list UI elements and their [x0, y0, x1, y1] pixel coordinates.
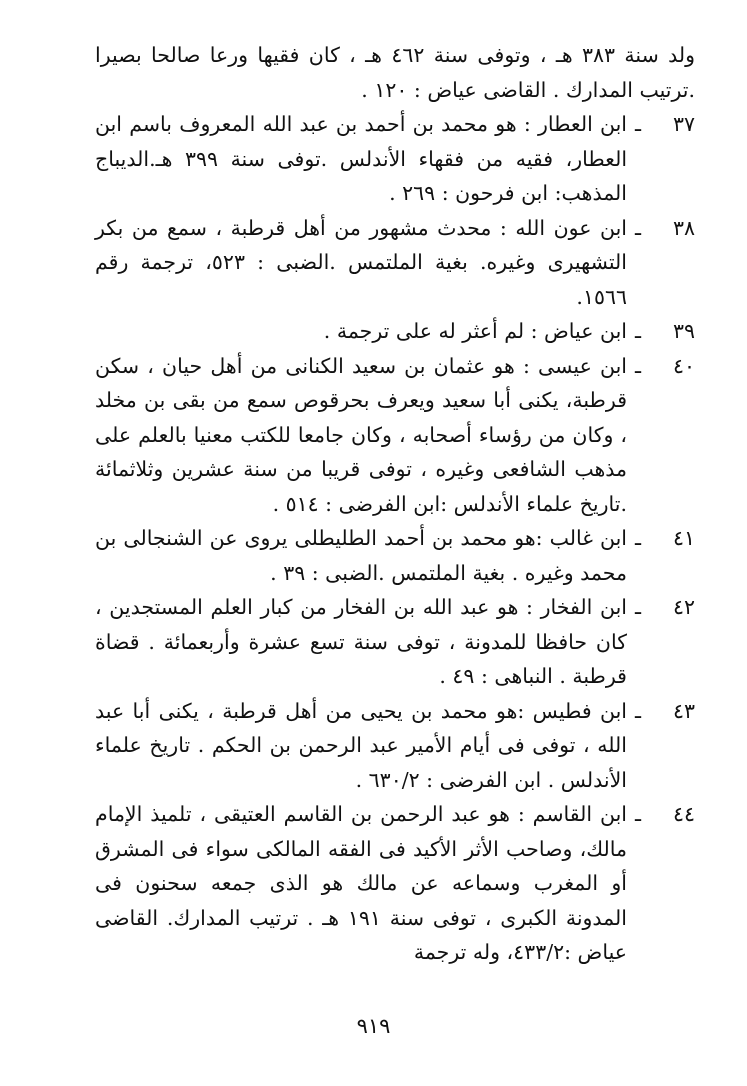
- entry-dash: ـ: [634, 526, 641, 550]
- entry-38: [95, 211, 695, 315]
- entry-dash: ـ: [634, 319, 641, 343]
- entry-44: [95, 797, 695, 970]
- entry-text: ابن غالب :هو محمد بن أحمد الطليطلى يروى عن الشنجالى بن محمد وغيره . بغية الملتمس .الضبى : ٣٩ .: [95, 526, 627, 585]
- entry-39: [95, 314, 695, 349]
- entry-text: ابن فطيس :هو محمد بن يحيى من أهل قرطبة ، يكنى أبا عبد الله ، توفى فى أيام الأمير عبد الرحمن بن الحكم . تاريخ علماء الأندلس . ابن الفرضى : ٦٣٠/٢ .: [95, 698, 627, 792]
- entry-number: ٤٣: [672, 698, 695, 723]
- entry-text: ابن عياض : لم أعثر له على ترجمة .: [323, 319, 627, 343]
- page-number: ٩١٩: [356, 1014, 391, 1038]
- entry-dash: ـ: [634, 215, 641, 240]
- entry-dash: ـ: [634, 802, 641, 826]
- document-page: [95, 38, 695, 970]
- entry-number: ٤٤: [672, 802, 695, 826]
- entry-dash: ـ: [634, 353, 641, 378]
- entry-text: ابن العطار : هو محمد بن أحمد بن عبد الله المعروف باسم ابن العطار، فقيه من فقهاء الأندلس .توفى سنة ٣٩٩ هـ.الديباج المذهب: ابن فرحون : ٢٦٩ .: [95, 112, 628, 205]
- entry-number: ٤٠: [672, 353, 695, 378]
- entry-number: ٤٢: [672, 595, 695, 619]
- intro-paragraph: ولد سنة ٣٨٣ هـ ، وتوفى سنة ٤٦٢ هـ ، كان فقيها ورعا صالحا بصيرا .ترتيب المدارك . القاضى عياض : ١٢٠ .: [95, 43, 696, 102]
- entry-number: ٣٧: [672, 112, 695, 136]
- entry-dash: ـ: [634, 595, 641, 619]
- entry-text: ابن عيسى : هو عثمان بن سعيد الكنانى من أهل حيان ، سكن قرطبة، يكنى أبا سعيد ويعرف بحرقوص سمع من بقى بن مخلد ، وكان من رؤساء أصحابه ، وكان جامعا للكتب معنيا بالعلم على مذهب الشافعى وغيره ، توفى قريبا من سنة عشرين وثلاثمائة .تاريخ علماء الأندلس :ابن الفرضى : ٥١٤ .: [95, 353, 627, 516]
- entry-40: [95, 349, 695, 522]
- entry-text: ابن القاسم : هو عبد الرحمن بن القاسم العتيقى ، تلميذ الإمام مالك، وصاحب الأثر الأكيد فى الفقه المالكى سواء فى المشرق أو المغرب وسماعه عن مالك هو الذى جمعه سحنون فى المدونة الكبرى ، توفى سنة ١٩١ هـ . ترتيب المدارك. القاضى عياض :٤٣٣/٢، وله ترجمة: [95, 802, 627, 964]
- entry-number: ٣٩: [672, 319, 695, 343]
- entry-dash: ـ: [634, 698, 641, 723]
- entry-37: [95, 107, 695, 211]
- entry-text: ابن عون الله : محدث مشهور من أهل قرطبة ، سمع من بكر التشهيرى وغيره. بغية الملتمس .الضبى : ٥٢٣، ترجمة رقم ١٥٦٦.: [95, 215, 627, 309]
- entry-41: [95, 521, 695, 590]
- entry-text: ابن الفخار : هو عبد الله بن الفخار من كبار العلم المستجدين ، كان حافظا للمدونة ، توفى سنة تسع عشرة وأربعمائة . قضاة قرطبة . النباهى : ٤٩ .: [95, 595, 627, 688]
- entry-43: [95, 694, 695, 798]
- entry-number: ٣٨: [672, 215, 695, 240]
- entry-number: ٤١: [672, 526, 695, 550]
- entry-42: [95, 590, 695, 694]
- entry-dash: ـ: [634, 112, 641, 136]
